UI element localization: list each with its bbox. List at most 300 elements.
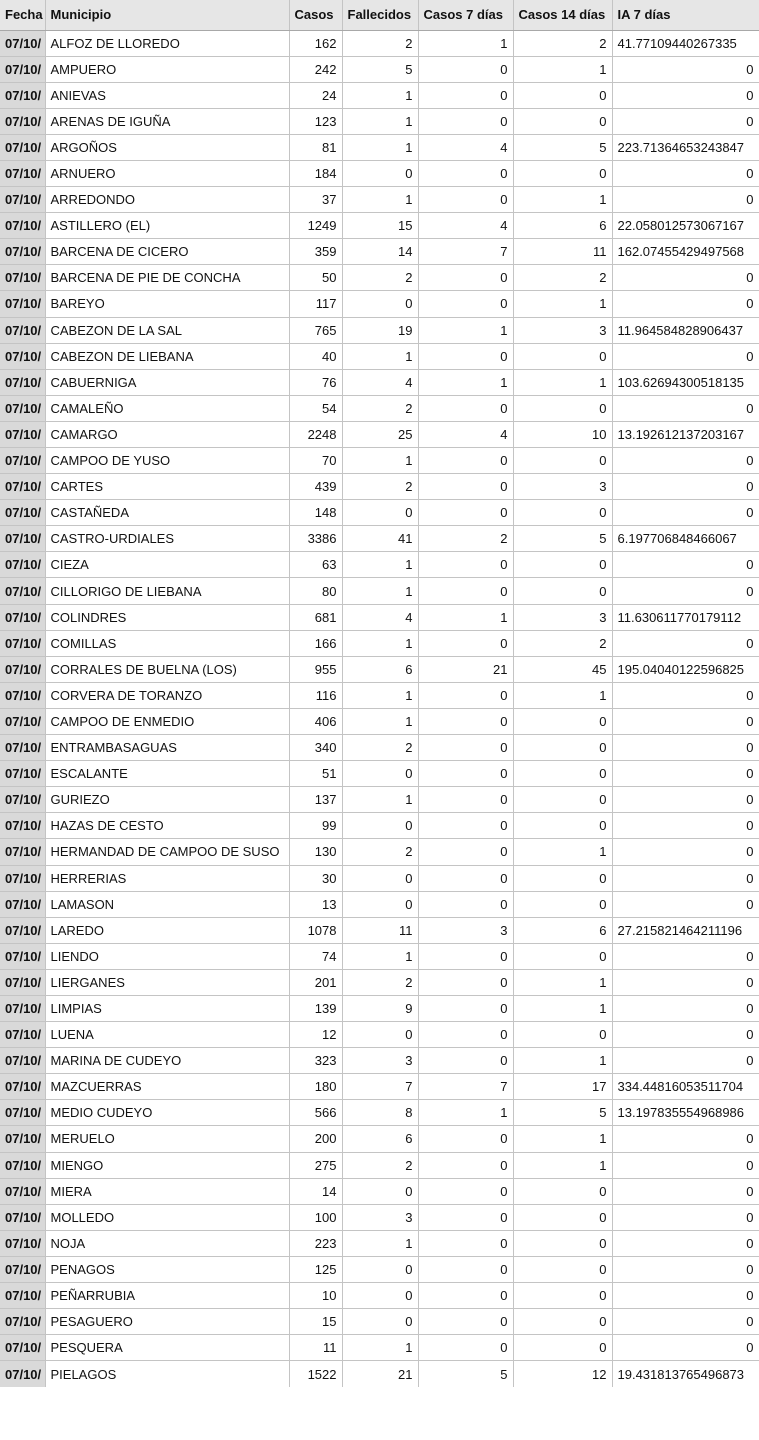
cell-casos-14-dias[interactable]: 0: [513, 82, 612, 108]
table-row[interactable]: [0, 317, 759, 343]
cell-casos[interactable]: 30: [289, 865, 342, 891]
cell-casos[interactable]: 15: [289, 1309, 342, 1335]
table-row[interactable]: [0, 1074, 759, 1100]
cell-casos-14-dias[interactable]: 5: [513, 1100, 612, 1126]
cell-municipio[interactable]: LUENA: [45, 1022, 289, 1048]
cell-ia-7-dias[interactable]: 0: [612, 813, 759, 839]
cell-ia-7-dias[interactable]: 0: [612, 1204, 759, 1230]
cell-ia-7-dias[interactable]: 0: [612, 291, 759, 317]
cell-casos-7-dias[interactable]: 0: [418, 735, 513, 761]
cell-casos[interactable]: 1249: [289, 213, 342, 239]
cell-ia-7-dias[interactable]: 0: [612, 969, 759, 995]
header-fallecidos[interactable]: Fallecidos: [342, 0, 418, 30]
cell-municipio[interactable]: CABUERNIGA: [45, 369, 289, 395]
cell-municipio[interactable]: LAREDO: [45, 917, 289, 943]
cell-casos[interactable]: 80: [289, 578, 342, 604]
cell-municipio[interactable]: PESQUERA: [45, 1335, 289, 1361]
cell-casos-7-dias[interactable]: 0: [418, 187, 513, 213]
table-row[interactable]: [0, 865, 759, 891]
cell-casos-7-dias[interactable]: 4: [418, 213, 513, 239]
table-row[interactable]: [0, 1361, 759, 1387]
cell-fallecidos[interactable]: 15: [342, 213, 418, 239]
cell-fallecidos[interactable]: 7: [342, 1074, 418, 1100]
table-row[interactable]: [0, 787, 759, 813]
cell-casos-7-dias[interactable]: 0: [418, 787, 513, 813]
cell-municipio[interactable]: HERMANDAD DE CAMPOO DE SUSO: [45, 839, 289, 865]
cell-casos-7-dias[interactable]: 0: [418, 108, 513, 134]
cell-ia-7-dias[interactable]: 334.44816053511704: [612, 1074, 759, 1100]
cell-casos-7-dias[interactable]: 0: [418, 578, 513, 604]
cell-municipio[interactable]: CIEZA: [45, 552, 289, 578]
cell-fecha[interactable]: 07/10/: [0, 735, 45, 761]
cell-ia-7-dias[interactable]: 0: [612, 630, 759, 656]
cell-fallecidos[interactable]: 11: [342, 917, 418, 943]
cell-fecha[interactable]: 07/10/: [0, 187, 45, 213]
cell-casos[interactable]: 955: [289, 656, 342, 682]
cell-casos-14-dias[interactable]: 0: [513, 1022, 612, 1048]
table-row[interactable]: [0, 1126, 759, 1152]
cell-casos-14-dias[interactable]: 0: [513, 735, 612, 761]
cell-fallecidos[interactable]: 5: [342, 56, 418, 82]
cell-casos-7-dias[interactable]: 0: [418, 1283, 513, 1309]
cell-casos-7-dias[interactable]: 0: [418, 865, 513, 891]
cell-casos[interactable]: 3386: [289, 526, 342, 552]
table-row[interactable]: [0, 239, 759, 265]
cell-fallecidos[interactable]: 1: [342, 578, 418, 604]
table-row[interactable]: [0, 735, 759, 761]
cell-ia-7-dias[interactable]: 0: [612, 1022, 759, 1048]
header-casos[interactable]: Casos: [289, 0, 342, 30]
cell-casos[interactable]: 242: [289, 56, 342, 82]
cell-casos[interactable]: 681: [289, 604, 342, 630]
cell-ia-7-dias[interactable]: 0: [612, 474, 759, 500]
cell-ia-7-dias[interactable]: 0: [612, 761, 759, 787]
cell-casos[interactable]: 54: [289, 395, 342, 421]
cell-municipio[interactable]: COLINDRES: [45, 604, 289, 630]
cell-casos-14-dias[interactable]: 1: [513, 969, 612, 995]
cell-casos-7-dias[interactable]: 0: [418, 291, 513, 317]
cell-fallecidos[interactable]: 3: [342, 1204, 418, 1230]
table-row[interactable]: [0, 630, 759, 656]
cell-casos-14-dias[interactable]: 3: [513, 604, 612, 630]
cell-fecha[interactable]: 07/10/: [0, 474, 45, 500]
cell-casos-14-dias[interactable]: 1: [513, 1126, 612, 1152]
cell-casos-14-dias[interactable]: 1: [513, 369, 612, 395]
cell-fallecidos[interactable]: 0: [342, 160, 418, 186]
cell-municipio[interactable]: LIERGANES: [45, 969, 289, 995]
cell-fallecidos[interactable]: 2: [342, 839, 418, 865]
cell-municipio[interactable]: CARTES: [45, 474, 289, 500]
cell-ia-7-dias[interactable]: 0: [612, 578, 759, 604]
cell-fallecidos[interactable]: 1: [342, 82, 418, 108]
cell-fallecidos[interactable]: 0: [342, 865, 418, 891]
cell-casos-7-dias[interactable]: 0: [418, 1152, 513, 1178]
cell-fecha[interactable]: 07/10/: [0, 108, 45, 134]
cell-fallecidos[interactable]: 0: [342, 1178, 418, 1204]
cell-casos-7-dias[interactable]: 1: [418, 317, 513, 343]
cell-fallecidos[interactable]: 14: [342, 239, 418, 265]
cell-casos[interactable]: 74: [289, 943, 342, 969]
table-row[interactable]: [0, 1178, 759, 1204]
cell-ia-7-dias[interactable]: 0: [612, 1230, 759, 1256]
cell-fecha[interactable]: 07/10/: [0, 239, 45, 265]
cell-ia-7-dias[interactable]: 162.07455429497568: [612, 239, 759, 265]
cell-casos-14-dias[interactable]: 1: [513, 682, 612, 708]
cell-ia-7-dias[interactable]: 223.71364653243847: [612, 134, 759, 160]
cell-fecha[interactable]: 07/10/: [0, 213, 45, 239]
cell-ia-7-dias[interactable]: 0: [612, 865, 759, 891]
header-ia-7-dias[interactable]: IA 7 días: [612, 0, 759, 30]
cell-fecha[interactable]: 07/10/: [0, 917, 45, 943]
cell-ia-7-dias[interactable]: 103.62694300518135: [612, 369, 759, 395]
cell-casos-14-dias[interactable]: 0: [513, 813, 612, 839]
cell-casos[interactable]: 24: [289, 82, 342, 108]
cell-fecha[interactable]: 07/10/: [0, 1204, 45, 1230]
cell-ia-7-dias[interactable]: 0: [612, 160, 759, 186]
cell-fecha[interactable]: 07/10/: [0, 82, 45, 108]
cell-casos[interactable]: 406: [289, 708, 342, 734]
cell-casos[interactable]: 10: [289, 1283, 342, 1309]
cell-fecha[interactable]: 07/10/: [0, 526, 45, 552]
cell-casos[interactable]: 162: [289, 30, 342, 56]
cell-casos-7-dias[interactable]: 1: [418, 1100, 513, 1126]
cell-casos-7-dias[interactable]: 0: [418, 343, 513, 369]
cell-casos[interactable]: 1522: [289, 1361, 342, 1387]
cell-fecha[interactable]: 07/10/: [0, 395, 45, 421]
table-row[interactable]: [0, 369, 759, 395]
table-row[interactable]: [0, 1230, 759, 1256]
cell-fecha[interactable]: 07/10/: [0, 1074, 45, 1100]
cell-fallecidos[interactable]: 2: [342, 30, 418, 56]
cell-fecha[interactable]: 07/10/: [0, 448, 45, 474]
cell-casos-14-dias[interactable]: 0: [513, 578, 612, 604]
cell-fallecidos[interactable]: 6: [342, 1126, 418, 1152]
cell-casos-7-dias[interactable]: 0: [418, 1022, 513, 1048]
cell-casos-14-dias[interactable]: 45: [513, 656, 612, 682]
cell-casos-14-dias[interactable]: 3: [513, 474, 612, 500]
cell-casos-14-dias[interactable]: 0: [513, 1309, 612, 1335]
header-fecha[interactable]: Fecha: [0, 0, 45, 30]
cell-casos-7-dias[interactable]: 1: [418, 30, 513, 56]
cell-fallecidos[interactable]: 2: [342, 1152, 418, 1178]
cell-casos-7-dias[interactable]: 0: [418, 552, 513, 578]
cell-fecha[interactable]: 07/10/: [0, 1309, 45, 1335]
table-row[interactable]: [0, 708, 759, 734]
table-row[interactable]: [0, 82, 759, 108]
table-row[interactable]: [0, 1256, 759, 1282]
cell-casos-7-dias[interactable]: 0: [418, 1178, 513, 1204]
cell-fallecidos[interactable]: 1: [342, 108, 418, 134]
table-row[interactable]: [0, 448, 759, 474]
cell-casos[interactable]: 81: [289, 134, 342, 160]
cell-fecha[interactable]: 07/10/: [0, 1126, 45, 1152]
cell-municipio[interactable]: PENAGOS: [45, 1256, 289, 1282]
cell-fecha[interactable]: 07/10/: [0, 1152, 45, 1178]
cell-casos[interactable]: 11: [289, 1335, 342, 1361]
cell-ia-7-dias[interactable]: 0: [612, 187, 759, 213]
cell-fallecidos[interactable]: 3: [342, 1048, 418, 1074]
header-municipio[interactable]: Municipio: [45, 0, 289, 30]
cell-fecha[interactable]: 07/10/: [0, 1335, 45, 1361]
table-row[interactable]: [0, 1048, 759, 1074]
cell-casos[interactable]: 566: [289, 1100, 342, 1126]
cell-casos-14-dias[interactable]: 12: [513, 1361, 612, 1387]
cell-municipio[interactable]: LAMASON: [45, 891, 289, 917]
cell-fecha[interactable]: 07/10/: [0, 421, 45, 447]
cell-casos-14-dias[interactable]: 0: [513, 1178, 612, 1204]
cell-casos-7-dias[interactable]: 4: [418, 421, 513, 447]
cell-casos[interactable]: 200: [289, 1126, 342, 1152]
cell-fallecidos[interactable]: 1: [342, 1335, 418, 1361]
cell-fecha[interactable]: 07/10/: [0, 1022, 45, 1048]
cell-fallecidos[interactable]: 1: [342, 708, 418, 734]
cell-fecha[interactable]: 07/10/: [0, 578, 45, 604]
cell-fallecidos[interactable]: 19: [342, 317, 418, 343]
table-row[interactable]: [0, 187, 759, 213]
cell-ia-7-dias[interactable]: 6.197706848466067: [612, 526, 759, 552]
table-row[interactable]: [0, 1283, 759, 1309]
cell-casos[interactable]: 123: [289, 108, 342, 134]
cell-fecha[interactable]: 07/10/: [0, 30, 45, 56]
cell-casos-7-dias[interactable]: 0: [418, 995, 513, 1021]
cell-casos-14-dias[interactable]: 0: [513, 500, 612, 526]
cell-casos[interactable]: 51: [289, 761, 342, 787]
cell-municipio[interactable]: CILLORIGO DE LIEBANA: [45, 578, 289, 604]
cell-ia-7-dias[interactable]: 0: [612, 682, 759, 708]
table-row[interactable]: [0, 160, 759, 186]
table-row[interactable]: [0, 1309, 759, 1335]
table-row[interactable]: [0, 682, 759, 708]
cell-municipio[interactable]: MOLLEDO: [45, 1204, 289, 1230]
cell-municipio[interactable]: ASTILLERO (EL): [45, 213, 289, 239]
cell-municipio[interactable]: MIERA: [45, 1178, 289, 1204]
cell-casos-14-dias[interactable]: 0: [513, 1283, 612, 1309]
cell-fecha[interactable]: 07/10/: [0, 839, 45, 865]
cell-casos-14-dias[interactable]: 0: [513, 1230, 612, 1256]
cell-casos-14-dias[interactable]: 0: [513, 943, 612, 969]
table-row[interactable]: [0, 526, 759, 552]
cell-ia-7-dias[interactable]: 13.197835554968986: [612, 1100, 759, 1126]
cell-fallecidos[interactable]: 41: [342, 526, 418, 552]
cell-fallecidos[interactable]: 0: [342, 1256, 418, 1282]
cell-casos[interactable]: 223: [289, 1230, 342, 1256]
cell-municipio[interactable]: ARGOÑOS: [45, 134, 289, 160]
cell-municipio[interactable]: CASTAÑEDA: [45, 500, 289, 526]
cell-casos-7-dias[interactable]: 0: [418, 1256, 513, 1282]
cell-fecha[interactable]: 07/10/: [0, 1048, 45, 1074]
cell-municipio[interactable]: CAMPOO DE ENMEDIO: [45, 708, 289, 734]
cell-casos-7-dias[interactable]: 0: [418, 630, 513, 656]
cell-fecha[interactable]: 07/10/: [0, 682, 45, 708]
header-casos-14-dias[interactable]: Casos 14 días: [513, 0, 612, 30]
cell-municipio[interactable]: ANIEVAS: [45, 82, 289, 108]
cell-casos-7-dias[interactable]: 3: [418, 917, 513, 943]
cell-municipio[interactable]: CABEZON DE LA SAL: [45, 317, 289, 343]
cell-ia-7-dias[interactable]: 0: [612, 1126, 759, 1152]
cell-casos[interactable]: 1078: [289, 917, 342, 943]
cell-casos-7-dias[interactable]: 0: [418, 682, 513, 708]
cell-ia-7-dias[interactable]: 13.192612137203167: [612, 421, 759, 447]
cell-ia-7-dias[interactable]: 0: [612, 395, 759, 421]
cell-casos-14-dias[interactable]: 6: [513, 213, 612, 239]
cell-casos-14-dias[interactable]: 3: [513, 317, 612, 343]
cell-casos[interactable]: 13: [289, 891, 342, 917]
cell-casos-7-dias[interactable]: 0: [418, 395, 513, 421]
cell-casos-14-dias[interactable]: 0: [513, 787, 612, 813]
cell-fallecidos[interactable]: 4: [342, 369, 418, 395]
cell-municipio[interactable]: NOJA: [45, 1230, 289, 1256]
cell-ia-7-dias[interactable]: 0: [612, 56, 759, 82]
cell-casos-14-dias[interactable]: 5: [513, 526, 612, 552]
cell-casos-14-dias[interactable]: 0: [513, 761, 612, 787]
cell-municipio[interactable]: MEDIO CUDEYO: [45, 1100, 289, 1126]
cell-fecha[interactable]: 07/10/: [0, 160, 45, 186]
cell-casos-7-dias[interactable]: 0: [418, 474, 513, 500]
cell-fallecidos[interactable]: 9: [342, 995, 418, 1021]
cell-municipio[interactable]: ESCALANTE: [45, 761, 289, 787]
table-row[interactable]: [0, 578, 759, 604]
table-row[interactable]: [0, 1204, 759, 1230]
cell-fallecidos[interactable]: 1: [342, 343, 418, 369]
cell-casos-7-dias[interactable]: 0: [418, 708, 513, 734]
table-row[interactable]: [0, 943, 759, 969]
table-row[interactable]: [0, 265, 759, 291]
cell-casos-14-dias[interactable]: 2: [513, 630, 612, 656]
cell-casos[interactable]: 99: [289, 813, 342, 839]
cell-fecha[interactable]: 07/10/: [0, 761, 45, 787]
cell-casos[interactable]: 12: [289, 1022, 342, 1048]
cell-ia-7-dias[interactable]: 0: [612, 995, 759, 1021]
table-row[interactable]: [0, 917, 759, 943]
cell-fallecidos[interactable]: 1: [342, 552, 418, 578]
cell-fallecidos[interactable]: 0: [342, 1022, 418, 1048]
cell-municipio[interactable]: CASTRO-URDIALES: [45, 526, 289, 552]
cell-fecha[interactable]: 07/10/: [0, 317, 45, 343]
cell-ia-7-dias[interactable]: 0: [612, 839, 759, 865]
cell-fallecidos[interactable]: 25: [342, 421, 418, 447]
cell-casos-7-dias[interactable]: 0: [418, 761, 513, 787]
cell-fecha[interactable]: 07/10/: [0, 552, 45, 578]
cell-municipio[interactable]: ENTRAMBASAGUAS: [45, 735, 289, 761]
cell-fecha[interactable]: 07/10/: [0, 865, 45, 891]
cell-municipio[interactable]: MARINA DE CUDEYO: [45, 1048, 289, 1074]
cell-fecha[interactable]: 07/10/: [0, 56, 45, 82]
cell-fallecidos[interactable]: 2: [342, 969, 418, 995]
cell-fallecidos[interactable]: 1: [342, 682, 418, 708]
cell-municipio[interactable]: MERUELO: [45, 1126, 289, 1152]
cell-casos-7-dias[interactable]: 0: [418, 839, 513, 865]
cell-casos[interactable]: 117: [289, 291, 342, 317]
cell-casos[interactable]: 765: [289, 317, 342, 343]
cell-casos-7-dias[interactable]: 0: [418, 1230, 513, 1256]
cell-fecha[interactable]: 07/10/: [0, 943, 45, 969]
cell-municipio[interactable]: PIELAGOS: [45, 1361, 289, 1387]
cell-casos-7-dias[interactable]: 0: [418, 1048, 513, 1074]
cell-fecha[interactable]: 07/10/: [0, 708, 45, 734]
cell-fecha[interactable]: 07/10/: [0, 1178, 45, 1204]
cell-casos-7-dias[interactable]: 4: [418, 134, 513, 160]
cell-casos-14-dias[interactable]: 11: [513, 239, 612, 265]
cell-municipio[interactable]: BAREYO: [45, 291, 289, 317]
cell-municipio[interactable]: LIMPIAS: [45, 995, 289, 1021]
cell-casos-7-dias[interactable]: 1: [418, 369, 513, 395]
cell-casos[interactable]: 63: [289, 552, 342, 578]
cell-fecha[interactable]: 07/10/: [0, 995, 45, 1021]
cell-casos[interactable]: 201: [289, 969, 342, 995]
cell-casos-14-dias[interactable]: 0: [513, 708, 612, 734]
cell-casos-7-dias[interactable]: 0: [418, 56, 513, 82]
cell-ia-7-dias[interactable]: 0: [612, 448, 759, 474]
cell-casos-7-dias[interactable]: 0: [418, 500, 513, 526]
header-casos-7-dias[interactable]: Casos 7 días: [418, 0, 513, 30]
cell-fallecidos[interactable]: 1: [342, 1230, 418, 1256]
cell-municipio[interactable]: ALFOZ DE LLOREDO: [45, 30, 289, 56]
cell-casos-7-dias[interactable]: 0: [418, 891, 513, 917]
cell-fallecidos[interactable]: 8: [342, 1100, 418, 1126]
cell-fallecidos[interactable]: 21: [342, 1361, 418, 1387]
cell-municipio[interactable]: MAZCUERRAS: [45, 1074, 289, 1100]
cell-casos-14-dias[interactable]: 1: [513, 1152, 612, 1178]
table-row[interactable]: [0, 30, 759, 56]
cell-fallecidos[interactable]: 0: [342, 813, 418, 839]
cell-casos-14-dias[interactable]: 0: [513, 1256, 612, 1282]
cell-municipio[interactable]: CORVERA DE TORANZO: [45, 682, 289, 708]
cell-ia-7-dias[interactable]: 0: [612, 1048, 759, 1074]
cell-fecha[interactable]: 07/10/: [0, 134, 45, 160]
table-row[interactable]: [0, 343, 759, 369]
cell-ia-7-dias[interactable]: 0: [612, 708, 759, 734]
table-row[interactable]: [0, 1022, 759, 1048]
cell-fallecidos[interactable]: 1: [342, 187, 418, 213]
cell-municipio[interactable]: BARCENA DE CICERO: [45, 239, 289, 265]
cell-ia-7-dias[interactable]: 0: [612, 1283, 759, 1309]
cell-casos-7-dias[interactable]: 0: [418, 969, 513, 995]
cell-casos-14-dias[interactable]: 0: [513, 448, 612, 474]
cell-casos-7-dias[interactable]: 0: [418, 1126, 513, 1152]
cell-casos-7-dias[interactable]: 0: [418, 448, 513, 474]
cell-municipio[interactable]: MIENGO: [45, 1152, 289, 1178]
cell-casos[interactable]: 130: [289, 839, 342, 865]
cell-fecha[interactable]: 07/10/: [0, 1283, 45, 1309]
cell-municipio[interactable]: AMPUERO: [45, 56, 289, 82]
cell-casos[interactable]: 37: [289, 187, 342, 213]
cell-fallecidos[interactable]: 6: [342, 656, 418, 682]
cell-casos-14-dias[interactable]: 0: [513, 395, 612, 421]
cell-ia-7-dias[interactable]: 0: [612, 787, 759, 813]
cell-ia-7-dias[interactable]: 11.964584828906437: [612, 317, 759, 343]
cell-municipio[interactable]: LIENDO: [45, 943, 289, 969]
cell-fecha[interactable]: 07/10/: [0, 1230, 45, 1256]
cell-municipio[interactable]: PEÑARRUBIA: [45, 1283, 289, 1309]
cell-fallecidos[interactable]: 0: [342, 1309, 418, 1335]
table-row[interactable]: [0, 813, 759, 839]
cell-fecha[interactable]: 07/10/: [0, 604, 45, 630]
cell-casos[interactable]: 125: [289, 1256, 342, 1282]
cell-ia-7-dias[interactable]: 0: [612, 1256, 759, 1282]
cell-casos[interactable]: 139: [289, 995, 342, 1021]
cell-municipio[interactable]: BARCENA DE PIE DE CONCHA: [45, 265, 289, 291]
cell-fallecidos[interactable]: 0: [342, 761, 418, 787]
cell-fecha[interactable]: 07/10/: [0, 630, 45, 656]
cell-casos[interactable]: 323: [289, 1048, 342, 1074]
table-row[interactable]: [0, 1335, 759, 1361]
table-row[interactable]: [0, 891, 759, 917]
cell-casos-7-dias[interactable]: 21: [418, 656, 513, 682]
cell-fallecidos[interactable]: 2: [342, 474, 418, 500]
table-row[interactable]: [0, 761, 759, 787]
cell-municipio[interactable]: CABEZON DE LIEBANA: [45, 343, 289, 369]
cell-fecha[interactable]: 07/10/: [0, 891, 45, 917]
